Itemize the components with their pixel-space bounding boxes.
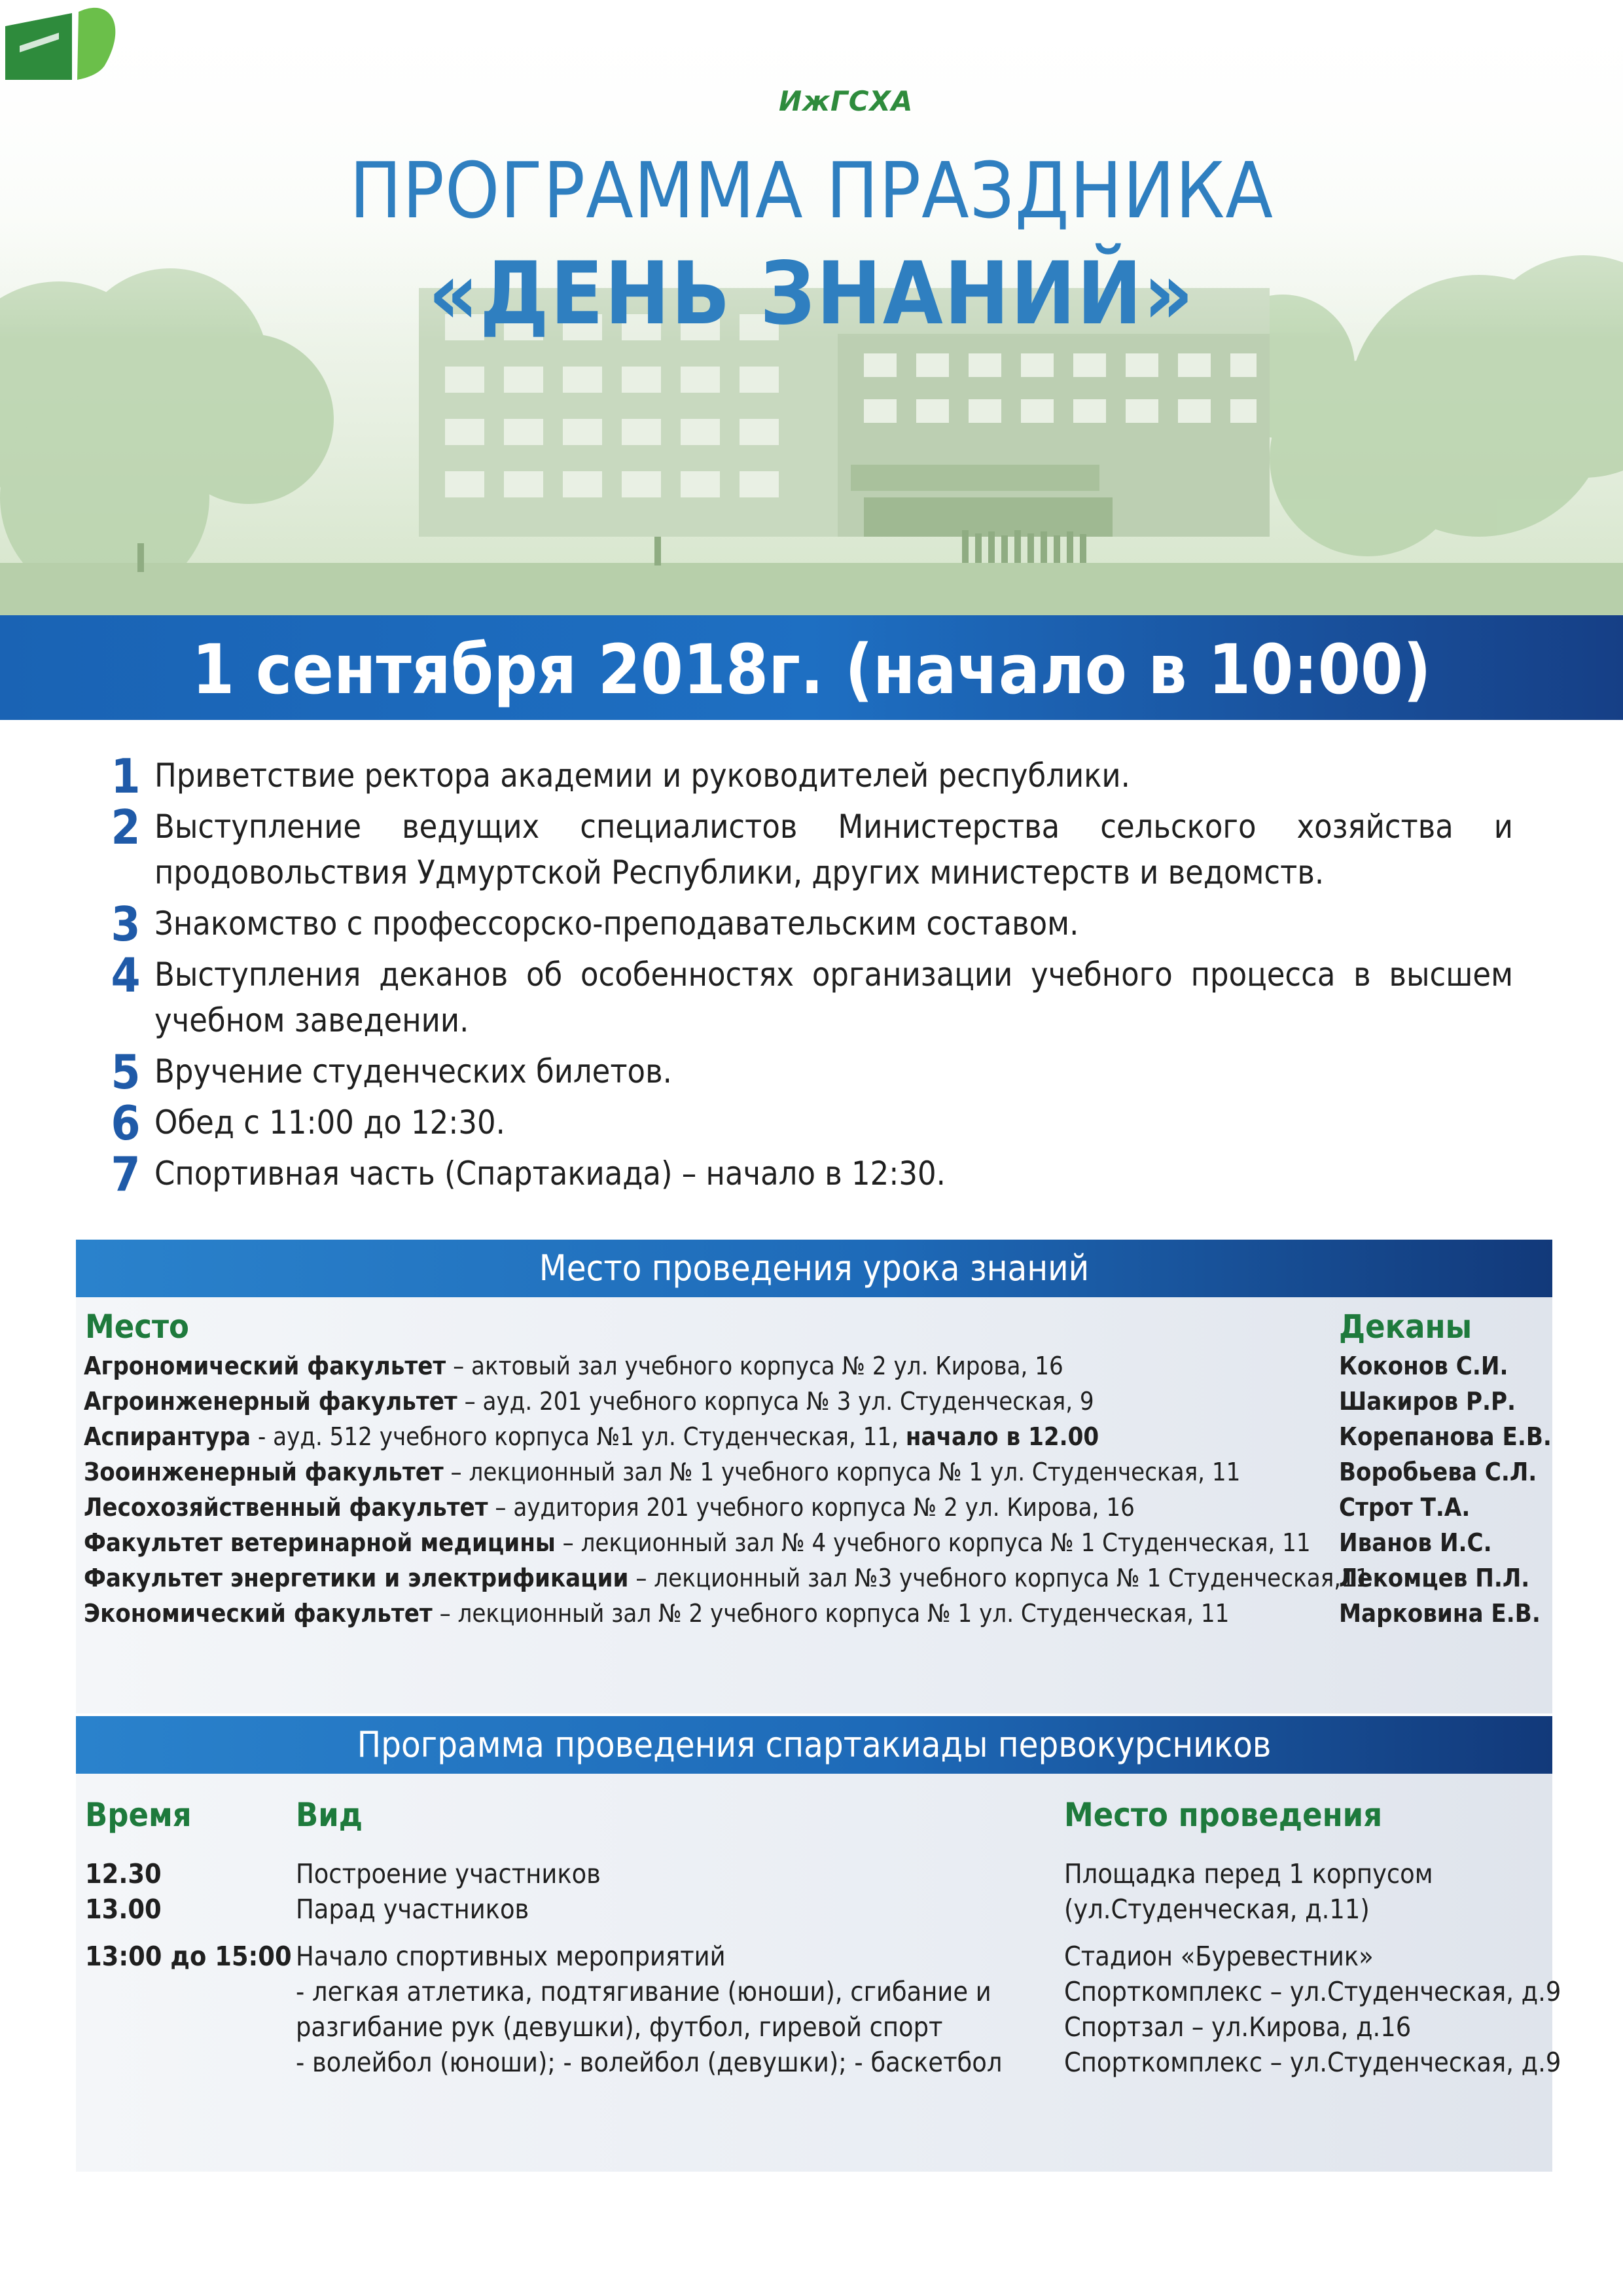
lesson-panel-body <box>76 1297 1552 1713</box>
location-row <box>84 1454 1327 1490</box>
location-row <box>84 1419 1327 1454</box>
spartakiad-panel <box>76 1716 1561 2172</box>
item-text: Выступление ведущих специалистов Министерства сельского хозяйства и продовольствия Удмуртской Республики, других министерств и ведомств. <box>154 808 1513 891</box>
dean-name: Лекомцев П.Л. <box>1339 1564 1530 1592</box>
faculty-name: Агрономический факультет <box>84 1352 446 1380</box>
spartakiad-panel-body <box>76 1774 1561 2172</box>
location-text: - ауд. 512 учебного корпуса №1 ул. Студенческая, 11, <box>251 1422 906 1451</box>
dean-name: Иванов И.С. <box>1339 1528 1492 1557</box>
faculty-name: Агроинженерный факультет <box>84 1387 457 1416</box>
faculty-name: Экономический факультет <box>84 1599 433 1628</box>
location-row <box>84 1596 1327 1631</box>
column-header-deans: Деканы <box>1339 1308 1472 1346</box>
location-text: – ауд. 201 учебного корпуса № 3 ул. Студенческая, 9 <box>457 1387 1094 1416</box>
venue-cell: Спорткомплекс – ул.Студенческая, д.9 <box>1064 1976 1561 2007</box>
venue-cell: Площадка перед 1 корпусом <box>1064 1858 1433 1890</box>
list-item <box>105 749 1513 804</box>
location-text: – актовый зал учебного корпуса № 2 ул. Кирова, 16 <box>446 1352 1063 1380</box>
item-text: Выступления деканов об особенностях организации учебного процесса в высшем учебном заведении. <box>154 956 1513 1039</box>
date-banner-text: 1 сентября 2018г. (начало в 10:00) <box>192 630 1431 709</box>
page-title-line2: «ДЕНЬ ЗНАНИЙ» <box>428 243 1195 344</box>
item-text: Спортивная часть (Спартакиада) – начало в 12:30. <box>154 1155 946 1193</box>
time-cell: 13.00 <box>85 1893 162 1925</box>
program-list <box>105 749 1513 1202</box>
item-number: 4 <box>111 948 141 1003</box>
spartakiad-panel-title: Программа проведения спартакиады первокурсников <box>76 1716 1552 1774</box>
location-text: – лекционный зал № 1 учебного корпуса № 1 ул. Студенческая, 11 <box>443 1458 1241 1486</box>
location-note: начало в 12.00 <box>905 1422 1099 1451</box>
item-number: 6 <box>111 1096 141 1151</box>
page-title-line1: ПРОГРАММА ПРАЗДНИКА <box>349 145 1274 236</box>
location-text: – аудитория 201 учебного корпуса № 2 ул. Кирова, 16 <box>488 1493 1135 1522</box>
location-row <box>84 1525 1327 1560</box>
dean-name: Коконов С.И. <box>1339 1352 1508 1380</box>
list-item <box>105 1096 1513 1151</box>
logo-text: ИжГСХА <box>779 85 914 117</box>
time-cell: 13:00 до 15:00 <box>85 1941 292 1972</box>
date-banner <box>0 615 1623 720</box>
item-text: Обед с 11:00 до 12:30. <box>154 1103 505 1141</box>
location-text: – лекционный зал №3 учебного корпуса № 1 Студенческая,11 <box>628 1564 1370 1592</box>
list-item <box>105 800 1513 895</box>
activity-cell: - волейбол (юноши); - волейбол (девушки); - баскетбол <box>296 2047 1003 2078</box>
column-header-kind: Вид <box>296 1796 363 1834</box>
academy-logo <box>0 0 209 85</box>
column-header-venue: Место проведения <box>1064 1796 1383 1834</box>
item-number: 2 <box>111 800 141 855</box>
item-text: Вручение студенческих билетов. <box>154 1052 672 1090</box>
time-cell: 12.30 <box>85 1858 162 1890</box>
lesson-locations-panel <box>76 1240 1552 1713</box>
dean-name: Корепанова Е.В. <box>1339 1422 1552 1451</box>
header-background-photo <box>0 0 1623 615</box>
list-item <box>105 948 1513 1043</box>
item-number: 7 <box>111 1147 141 1202</box>
column-header-place: Место <box>85 1308 189 1346</box>
list-item <box>105 1045 1513 1100</box>
location-row <box>84 1490 1327 1525</box>
location-row <box>84 1348 1327 1384</box>
activity-cell: Построение участников <box>296 1858 601 1890</box>
dean-name: Марковина Е.В. <box>1339 1599 1541 1628</box>
faculty-name: Аспирантура <box>84 1422 251 1451</box>
faculty-name: Зооинженерный факультет <box>84 1458 444 1486</box>
venue-cell: Спортзал – ул.Кирова, д.16 <box>1064 2011 1412 2043</box>
location-list <box>84 1348 1370 1631</box>
location-text: – лекционный зал № 4 учебного корпуса № 1 Студенческая, 11 <box>555 1528 1311 1557</box>
item-text: Знакомство с профессорско-преподавательским составом. <box>154 905 1079 942</box>
list-item <box>105 897 1513 952</box>
location-text: – лекционный зал № 2 учебного корпуса № 1 ул. Студенческая, 11 <box>432 1599 1230 1628</box>
lesson-panel-title: Место проведения урока знаний <box>76 1240 1552 1297</box>
list-item <box>105 1147 1513 1202</box>
venue-cell: Стадион «Буревестник» <box>1064 1941 1374 1972</box>
venue-cell: Спорткомплекс – ул.Студенческая, д.9 <box>1064 2047 1561 2078</box>
dean-name: Воробьева С.Л. <box>1339 1458 1537 1486</box>
item-text: Приветствие ректора академии и руководителей республики. <box>154 757 1130 795</box>
item-number: 3 <box>111 897 141 952</box>
column-header-time: Время <box>85 1796 192 1834</box>
activity-cell: - легкая атлетика, подтягивание (юноши), сгибание и <box>296 1976 991 2007</box>
faculty-name: Лесохозяйственный факультет <box>84 1493 488 1522</box>
dean-list <box>1339 1348 1552 1631</box>
activity-cell: Начало спортивных мероприятий <box>296 1941 726 1972</box>
location-row <box>84 1384 1327 1419</box>
faculty-name: Факультет энергетики и электрификации <box>84 1564 629 1592</box>
item-number: 5 <box>111 1045 141 1100</box>
location-row <box>84 1560 1370 1596</box>
dean-name: Шакиров Р.Р. <box>1339 1387 1516 1416</box>
activity-cell: разгибание рук (девушки), футбол, гиревой спорт <box>296 2011 943 2043</box>
dean-name: Строт Т.А. <box>1339 1493 1471 1522</box>
venue-cell: (ул.Студенческая, д.11) <box>1064 1893 1370 1925</box>
faculty-name: Факультет ветеринарной медицины <box>84 1528 556 1557</box>
item-number: 1 <box>111 749 141 804</box>
activity-cell: Парад участников <box>296 1893 529 1925</box>
